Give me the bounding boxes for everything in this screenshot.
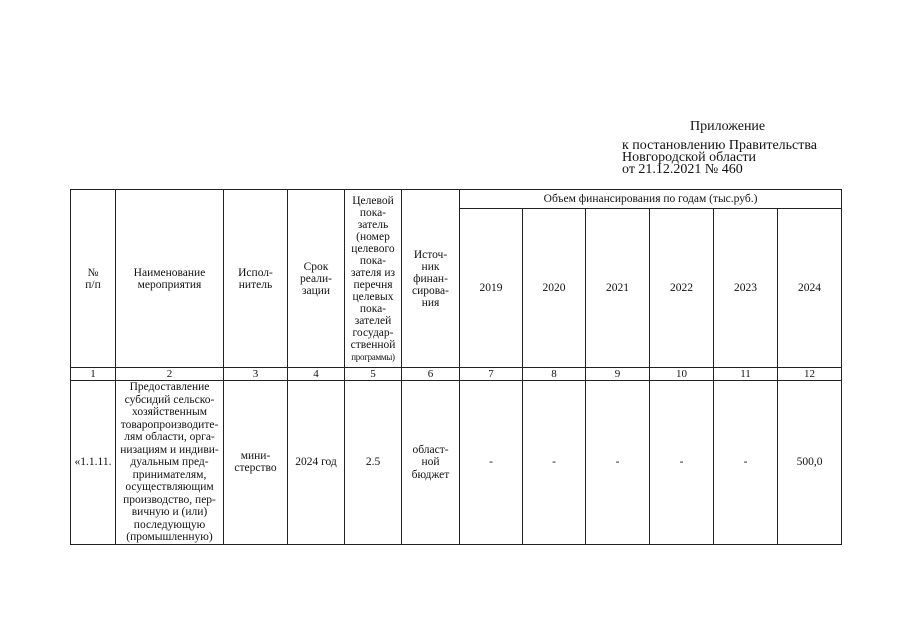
column-number: 6 <box>402 368 460 381</box>
column-number: 11 <box>714 368 778 381</box>
row-num: «1.1.11. <box>71 381 116 545</box>
column-number: 4 <box>288 368 345 381</box>
row-value: - <box>523 381 586 545</box>
column-number: 3 <box>224 368 288 381</box>
column-number: 9 <box>586 368 650 381</box>
appendix-line-1: к постановлению Правительства <box>622 138 818 153</box>
header-num: № п/п <box>71 190 116 368</box>
column-number: 7 <box>460 368 523 381</box>
header-year: 2022 <box>650 209 714 368</box>
row-target: 2.5 <box>345 381 402 545</box>
table-row <box>71 381 842 545</box>
row-name: Предоставление субсидий сельско- хозяйственным товаропроизводите- лям области, орга- низациям и индиви- дуальным пред- принимателям, осуществляющим производство, пер- вичную и (или) последующую (промышленную) <box>116 381 224 545</box>
column-number: 8 <box>523 368 586 381</box>
column-number: 5 <box>345 368 402 381</box>
row-value: - <box>714 381 778 545</box>
header-year: 2019 <box>460 209 523 368</box>
column-number: 2 <box>116 368 224 381</box>
column-number: 12 <box>778 368 842 381</box>
row-value: - <box>650 381 714 545</box>
appendix-title: Приложение <box>690 119 766 134</box>
funding-table <box>70 189 842 545</box>
header-target <box>345 190 402 368</box>
row-source: област- ной бюджет <box>402 381 460 545</box>
row-value: - <box>586 381 650 545</box>
header-year: 2021 <box>586 209 650 368</box>
column-number: 1 <box>71 368 116 381</box>
header-executor: Испол- нитель <box>224 190 288 368</box>
header-name: Наименование мероприятия <box>116 190 224 368</box>
header-year: 2020 <box>523 209 586 368</box>
row-value: 500,0 <box>778 381 842 545</box>
header-source: Источ- ник финан- сирова- ния <box>402 190 460 368</box>
header-funding-group: Объем финансирования по годам (тыс.руб.) <box>460 190 842 209</box>
header-target-text: Целевой пока- затель (номер целевого пока- зателя из перечня целевых пока- зателей государ- ственной <box>350 194 396 351</box>
header-year: 2024 <box>778 209 842 368</box>
header-year: 2023 <box>714 209 778 368</box>
appendix-line-2: Новгородской области <box>622 150 756 165</box>
row-value: - <box>460 381 523 545</box>
row-executor: мини- стерство <box>224 381 288 545</box>
header-term: Срок реали- зации <box>288 190 345 368</box>
header-target-tail: программы) <box>351 351 395 362</box>
appendix-line-3: от 21.12.2021 № 460 <box>622 162 743 177</box>
row-term: 2024 год <box>288 381 345 545</box>
column-number: 10 <box>650 368 714 381</box>
